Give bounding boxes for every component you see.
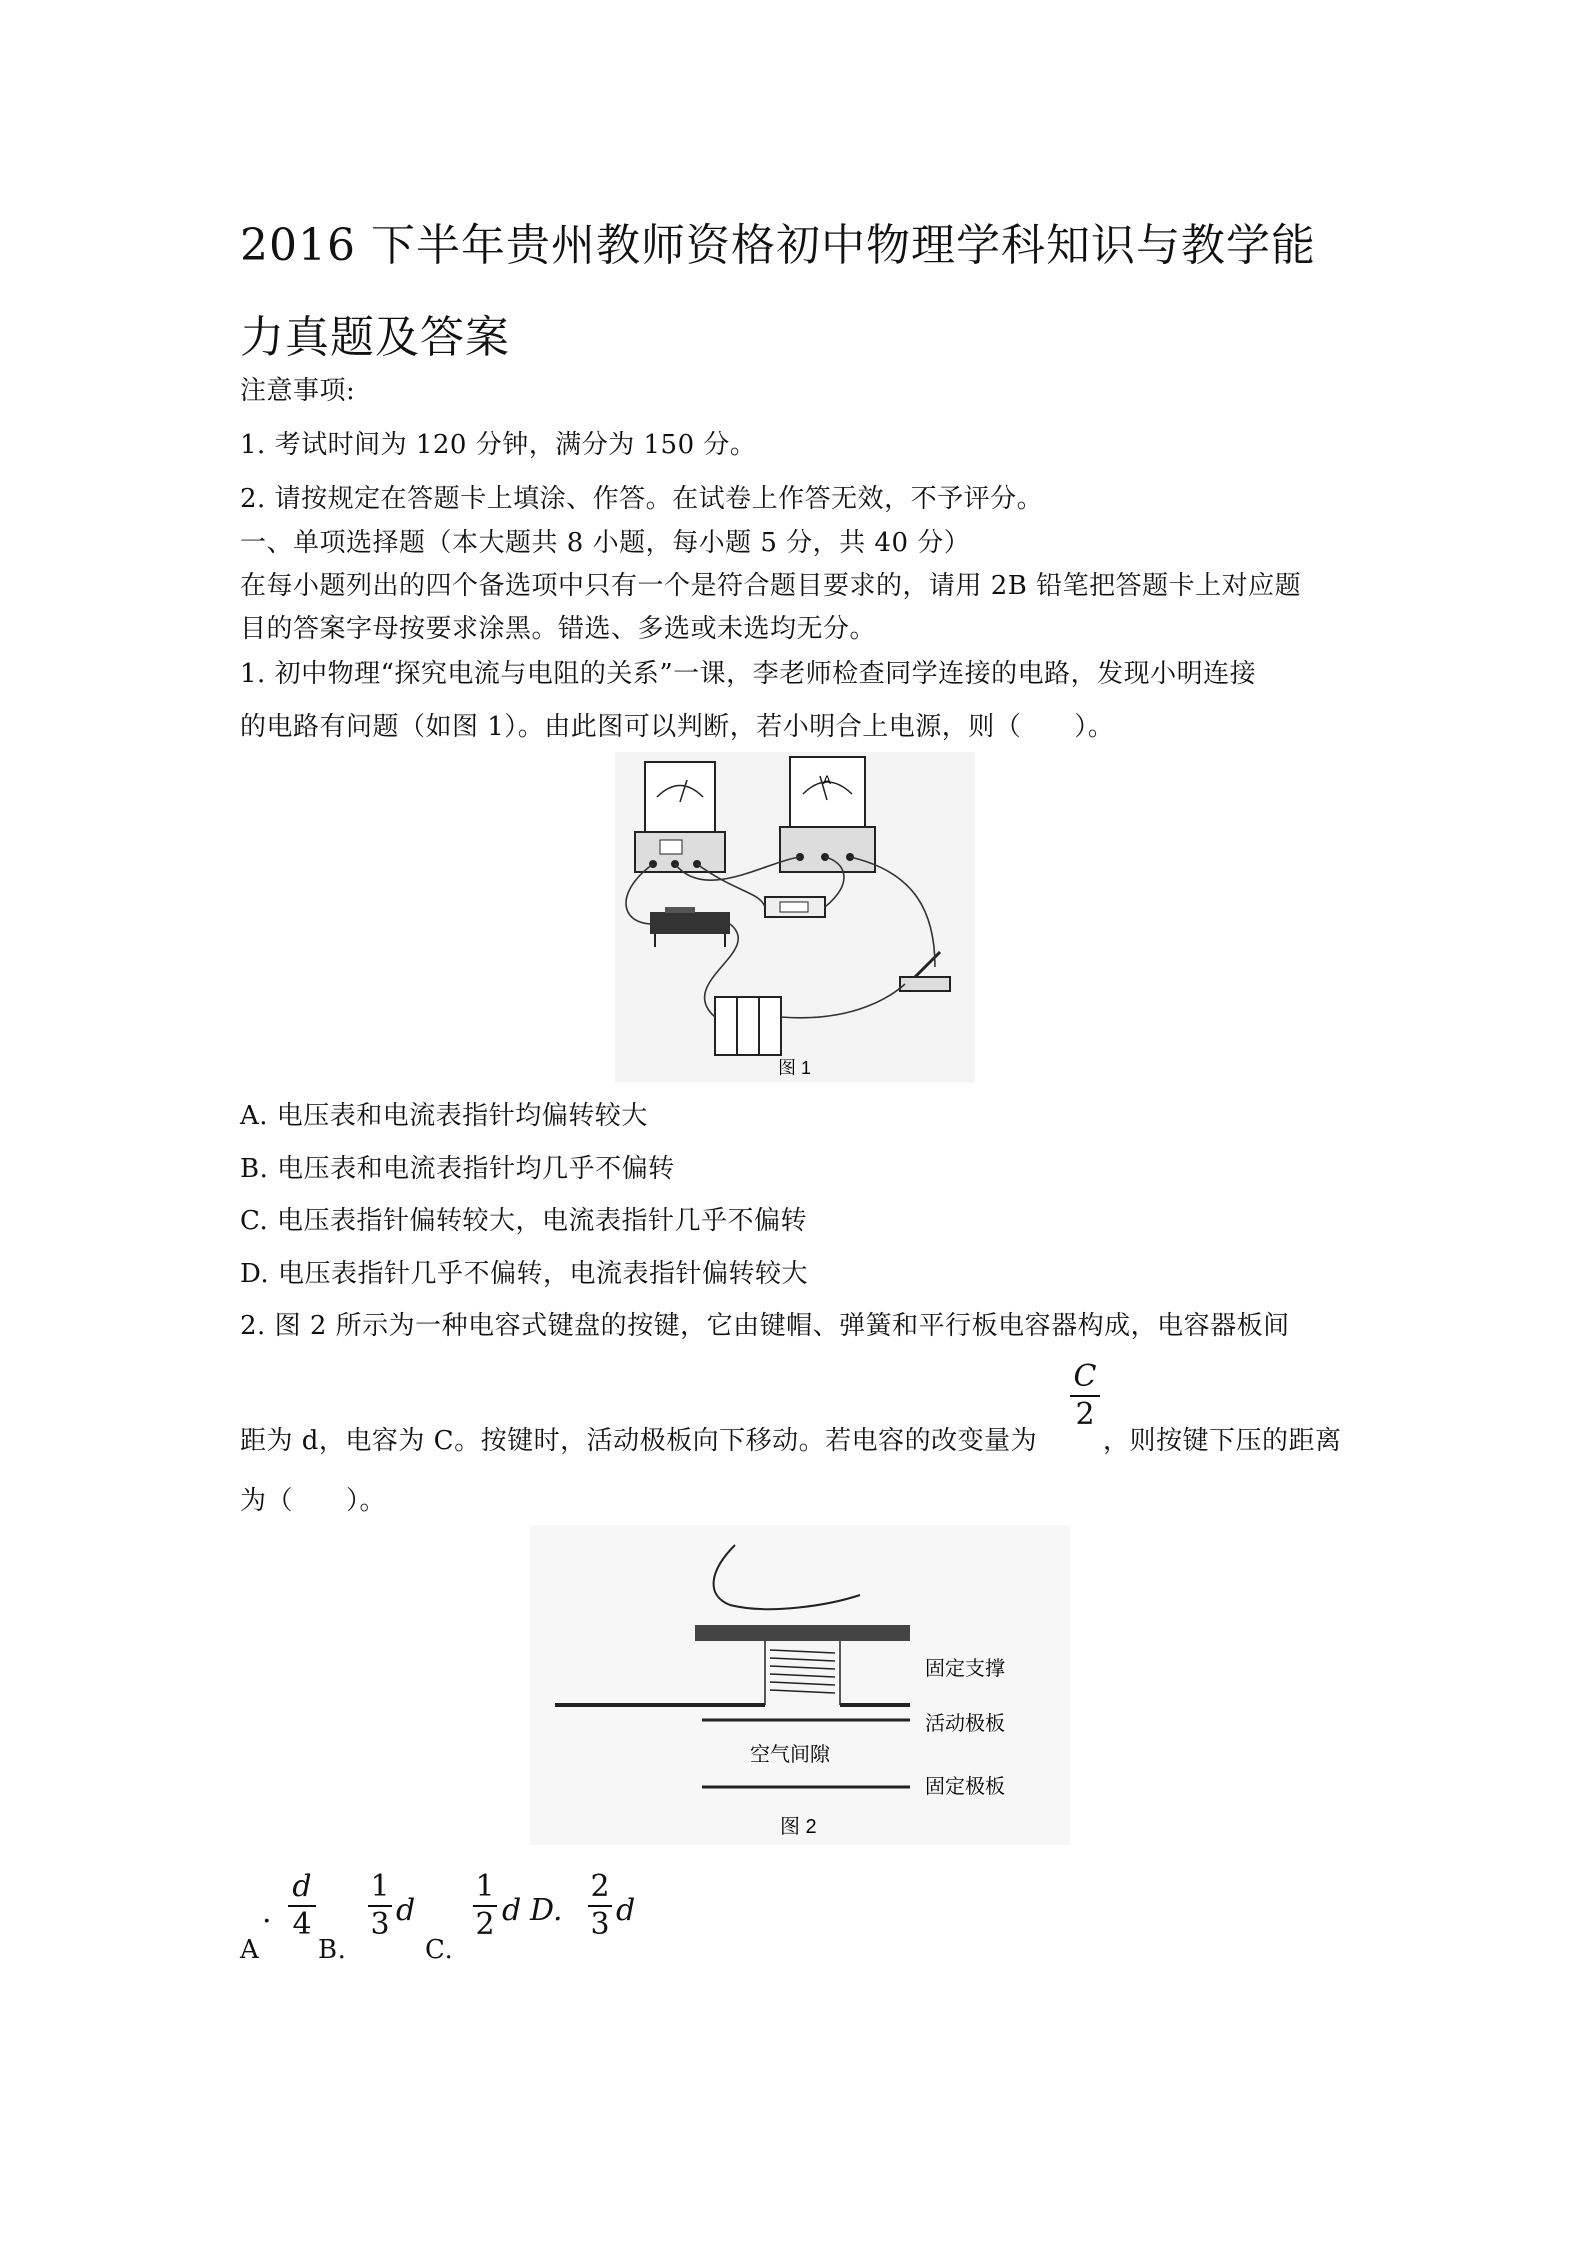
document-page: 2016 下半年贵州教师资格初中物理学科知识与教学能力真题及答案 注意事项: 1. 考试时间为 120 分钟，满分为 150 分。 2. 请按规定在答题卡上填涂、作答。在试卷上作答无效，不予评分。 一、单项选择题（本大题共 8 小题，每小题 5 分，共 40 分） 在每小题列出的四个备选项中只有一个是符合题目要求的，请用 2B 铅笔把答题卡上对应题 目的答案字母按要求涂黑。错选、多选或未选均无分。 1. 初中物理“探究电流与电阻的关系”一课，李老师检查同学连接的电路，发现小明连接 的电路有问题（如图 1）。由此图可以判断，若小明合上电源，则（ ）。 A 图 1 A. 电压表和电流表指针均偏转较大 B. 电压表和电流表指针均几乎不偏转 C. 电压表指针偏转较大，电流表指针几乎不偏转 D. 电压表指针几乎不偏转，电流表指针偏转较大 2. 图 2 所示为一种电容式键盘的按键，它由键帽、弹簧和平行板电容器构成，电容器板间 距为 d，电容为 C。按键时，活动极板向下移动。若电容的改变量为 C 2 ，则按键下压的距离 为（ ）。 固定支撑 活动极板 空气间隙 固定极板 图 2 A . d 4 B. 1 3 d C. 1 2 d D. 2 3 d [0, 0, 1586, 2244]
q2-option-a-label: A [240, 1935, 260, 1965]
key-cap [695, 1625, 910, 1641]
figure-1-circuit [615, 752, 975, 1082]
q2-option-d-fraction: 2 3 [588, 1870, 612, 1942]
section-heading: 一、单项选择题（本大题共 8 小题，每小题 5 分，共 40 分） [240, 528, 971, 558]
question-2-line-3: 为（ ）。 [240, 1486, 387, 1516]
resistor-icon [765, 897, 825, 917]
svg-text:A: A [823, 773, 832, 787]
q2-option-c-label: C. [425, 1935, 454, 1965]
ammeter-icon [780, 757, 875, 872]
q2-option-b-label: B. [318, 1935, 347, 1965]
page-title: 2016 下半年贵州教师资格初中物理学科知识与教学能力真题及答案 [240, 220, 1316, 363]
instruction-line-1: 在每小题列出的四个备选项中只有一个是符合题目要求的，请用 2B 铅笔把答题卡上对应题 [240, 571, 1302, 601]
question-2-line-2-end: ，则按键下压的距离 [1103, 1426, 1342, 1456]
q2-option-a-fraction: d 4 [288, 1870, 316, 1942]
notice-item-2: 2. 请按规定在答题卡上填涂、作答。在试卷上作答无效，不予评分。 [240, 484, 1044, 514]
figure-2-capacitor-key [530, 1525, 1070, 1845]
q1-option-c: C. 电压表指针偏转较大，电流表指针几乎不偏转 [240, 1206, 807, 1236]
label-moving-plate: 活动极板 [925, 1713, 1005, 1735]
question-1-line-1: 1. 初中物理“探究电流与电阻的关系”一课，李老师检查同学连接的电路，发现小明连接 [240, 659, 1257, 689]
q1-option-a: A. 电压表和电流表指针均偏转较大 [240, 1101, 648, 1131]
voltmeter-icon [635, 762, 725, 872]
question-2-line-1: 2. 图 2 所示为一种电容式键盘的按键，它由键帽、弹簧和平行板电容器构成，电容器板间 [240, 1311, 1290, 1341]
q2-option-c-fraction: 1 2 [473, 1870, 497, 1942]
notice-item-1: 1. 考试时间为 120 分钟，满分为 150 分。 [240, 430, 757, 460]
figure-1-caption: 图 1 [778, 1058, 812, 1078]
label-air-gap: 空气间隙 [750, 1744, 830, 1766]
question-2-line-2: 距为 d，电容为 C。按键时，活动极板向下移动。若电容的改变量为 [240, 1426, 1038, 1456]
q2-option-b-fraction: 1 3 [368, 1870, 392, 1942]
fraction-numerator: C [1073, 1359, 1097, 1394]
question-1-line-2: 的电路有问题（如图 1）。由此图可以判断，若小明合上电源，则（ ）。 [240, 712, 1115, 742]
q2-option-d-label: D. [530, 1893, 563, 1928]
fraction-denominator: 2 [1075, 1397, 1095, 1432]
instruction-line-2: 目的答案字母按要求涂黑。错选、多选或未选均无分。 [240, 614, 877, 644]
notice-heading: 注意事项: [240, 376, 356, 406]
q2-fraction-c-over-2 [1070, 1360, 1100, 1432]
q1-option-b: B. 电压表和电流表指针均几乎不偏转 [240, 1154, 675, 1184]
figure-2-caption: 图 2 [780, 1816, 817, 1838]
label-fixed-plate: 固定极板 [925, 1776, 1005, 1798]
q1-option-d: D. 电压表指针几乎不偏转，电流表指针偏转较大 [240, 1259, 808, 1289]
label-fixed-support: 固定支撑 [925, 1658, 1005, 1680]
battery-icon [715, 997, 781, 1055]
